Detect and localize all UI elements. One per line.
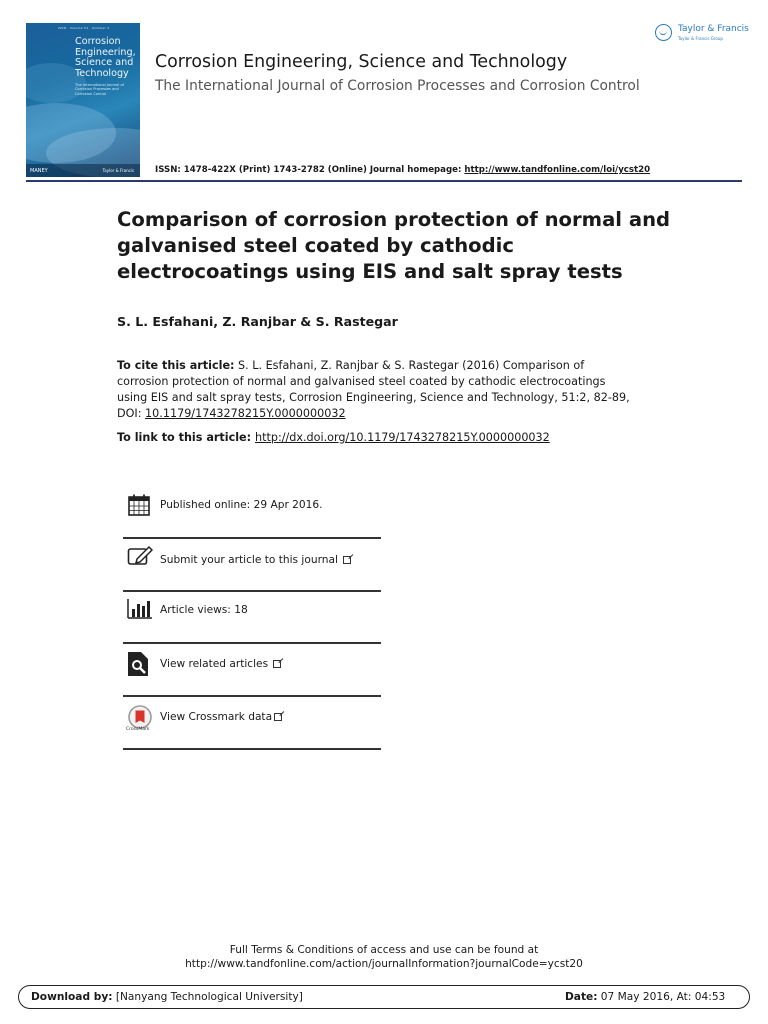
download-date xyxy=(565,991,725,1003)
submit-article-link[interactable] xyxy=(160,554,351,566)
related-articles-item[interactable] xyxy=(123,648,381,698)
journal-title: Corrosion Engineering, Science and Technology xyxy=(155,52,568,72)
crossmark-label: View Crossmark data xyxy=(160,711,273,723)
edit-icon xyxy=(127,545,153,567)
external-link-icon xyxy=(274,713,282,721)
article-title: Comparison of corrosion protection of normal and galvanised steel coated by cathodic electrocoatings using EIS and salt spray tests xyxy=(117,208,671,283)
cover-subtitle: The International Journal of Corrosion Processes and Corrosion Control xyxy=(75,83,124,96)
published-online-label: Published online: 29 Apr 2016. xyxy=(160,499,323,511)
search-document-icon xyxy=(127,651,149,677)
article-link-line xyxy=(117,431,550,444)
journal-cover-image xyxy=(26,23,140,177)
cover-tf-logo: Taylor & Francis xyxy=(102,168,134,173)
issn-line xyxy=(155,165,650,175)
info-divider xyxy=(123,695,381,697)
info-divider xyxy=(123,748,381,750)
calendar-icon xyxy=(127,493,151,517)
article-views-label: Article views: 18 xyxy=(160,604,248,616)
cover-maney-logo: MANEY xyxy=(30,168,48,174)
citation-block xyxy=(117,358,637,422)
download-value: [Nanyang Technological University] xyxy=(112,991,303,1003)
info-divider xyxy=(123,590,381,592)
journal-homepage-link[interactable]: http://www.tandfonline.com/loi/ycst20 xyxy=(464,165,651,175)
cite-text: S. L. Esfahani, Z. Ranjbar & S. Rastegar (2016) Comparison of corrosion protection of normal and galvanised steel coated by cathodic electrocoatings using EIS and salt spray tests, Corrosion Engineering, Science and Technology, 51:2, 82-89, DOI: xyxy=(117,359,630,420)
download-info-bar xyxy=(18,985,750,1009)
cite-label: To cite this article: xyxy=(117,359,235,372)
external-link-icon xyxy=(273,660,281,668)
download-by xyxy=(31,991,303,1003)
related-articles-label: View related articles xyxy=(160,658,269,670)
article-authors: S. L. Esfahani, Z. Ranjbar & S. Rastegar xyxy=(117,314,398,329)
link-label: To link to this article: xyxy=(117,431,255,444)
external-link-icon xyxy=(343,556,351,564)
journal-subtitle: The International Journal of Corrosion Processes and Corrosion Control xyxy=(155,78,640,94)
submit-article-item[interactable] xyxy=(123,543,381,593)
published-online-item xyxy=(123,490,381,540)
terms-line-1: Full Terms & Conditions of access and use can be found at xyxy=(229,944,539,956)
submit-article-label: Submit your article to this journal xyxy=(160,554,338,566)
taylor-francis-logo-icon xyxy=(655,24,672,41)
related-articles-link[interactable] xyxy=(160,658,281,670)
crossmark-item[interactable] xyxy=(123,701,381,751)
cover-title: Corrosion Engineering, Science and Technology xyxy=(75,36,136,79)
crossmark-link[interactable] xyxy=(160,711,282,723)
date-value: 07 May 2016, At: 04:53 xyxy=(597,991,726,1003)
header-divider xyxy=(26,180,742,182)
publisher-group: Taylor & Francis Group xyxy=(678,36,723,41)
bar-chart-icon xyxy=(127,597,153,619)
taylor-francis-logo[interactable] xyxy=(653,22,753,48)
info-divider xyxy=(123,642,381,644)
article-url-link[interactable]: http://dx.doi.org/10.1179/1743278215Y.0000000032 xyxy=(255,431,550,444)
crossmark-icon-label: CrossMark xyxy=(126,727,150,732)
date-label: Date: xyxy=(565,991,598,1003)
cover-footer xyxy=(26,164,140,177)
issn-text: ISSN: 1478-422X (Print) 1743-2782 (Online) Journal homepage: xyxy=(155,165,465,175)
info-divider xyxy=(123,537,381,539)
download-label: Download by: xyxy=(31,991,113,1003)
article-views-item xyxy=(123,596,381,646)
terms-url-link[interactable]: http://www.tandfonline.com/action/journalInformation?journalCode=ycst20 xyxy=(185,958,583,970)
doi-link[interactable]: 10.1179/1743278215Y.0000000032 xyxy=(145,407,346,420)
cover-issue-strip: ISSN · Volume 51 · Number 2 xyxy=(58,26,110,30)
publisher-name: Taylor & Francis xyxy=(678,24,749,34)
terms-notice xyxy=(0,943,768,971)
